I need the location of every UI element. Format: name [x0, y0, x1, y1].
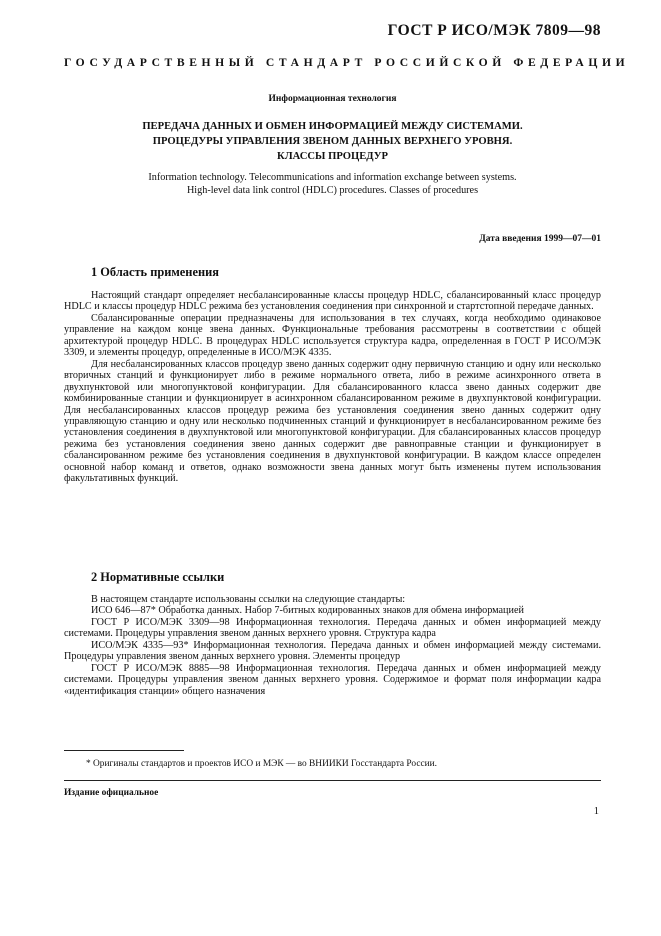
standard-code: ГОСТ Р ИСО/МЭК 7809—98 [387, 22, 601, 39]
title-line: ПРОЦЕДУРЫ УПРАВЛЕНИЯ ЗВЕНОМ ДАННЫХ ВЕРХНЕГО УРОВНЯ. [152, 136, 513, 147]
title-en-line: Information technology. Telecommunications and information exchange between systems. [148, 172, 517, 183]
state-standard-banner: ГОСУДАРСТВЕННЫЙ СТАНДАРТ РОССИЙСКОЙ ФЕДЕРАЦИИ [64, 56, 630, 69]
paragraph: В настоящем стандарте использованы ссылки на следующие стандарты: [91, 594, 406, 605]
document-title-en [64, 172, 601, 197]
introduction-date: Дата введения 1999—07—01 [479, 234, 601, 244]
footnote: * Оригиналы стандартов и проектов ИСО и МЭК — во ВНИИКИ Госстандарта России. [86, 759, 438, 769]
official-edition-label: Издание официальное [64, 788, 159, 798]
paragraph: Настоящий стандарт определяет несбалансированные классы процедур HDLC, сбалансированный класс процедур HDLC и классы процедур HDLC режима без установления соединения при синхронной и стартстопной передаче данных. [64, 290, 601, 313]
title-en-line: High-level data link control (HDLC) procedures. Classes of procedures [186, 184, 479, 196]
paragraph: Сбалансированные операции предназначены для использования в тех случаях, когда необходимо одинаковое управление на каждом конце звена данных. Функциональные требования рассмотрены в соответствии с общей архитектурой процедур HDLC. В процедурах HDLC используется структура кадра, определенная в ГОСТ Р ИСО/МЭК 3309, и элементы процедур, определенные в ИСО/МЭК 4335. [64, 312, 601, 359]
section-heading-scope: 1 Область применения [91, 265, 219, 279]
title-line: ПЕРЕДАЧА ДАННЫХ И ОБМЕН ИНФОРМАЦИЕЙ МЕЖДУ СИСТЕМАМИ. [142, 121, 523, 132]
section-references-body [64, 594, 601, 697]
footnote-divider [64, 750, 184, 751]
page-number: 1 [593, 806, 599, 817]
reference-item: ГОСТ Р ИСО/МЭК 3309—98 Информационная технология. Передача данных и обмен информацией между системами. Процедуры управления звеном данных верхнего уровня. Структура кадра [64, 616, 601, 640]
paragraph: Для несбалансированных классов процедур звено данных содержит одну первичную станцию и одну или несколько вторичных станций и функционирует либо в режиме нормального ответа, либо в режиме асинхронного ответа в двухпунктовой или многопунктовой конфигурации. Для сбалансированного класса звено данных содержит две комбинированные станции и функционирует в асинхронном сбалансированном режиме в двухпунктовой конфигурации. Для несбалансированных классов процедур режима без установления соединения звено данных содержит одну управляющую станцию и одну или несколько подчиненных станций и функционирует в несбалансированном режиме без установления соединения в двухпунктовой или многопунктовой конфигурации. Для сбалансированных классов процедур режима без установления соединения звено данных содержит две равноправные станции и функционирует в сбалансированном режиме без установления соединения в двухпунктовой конфигурации. В каждом классе определен основной набор команд и ответов, однако возможности звена данных могут быть изменены путем использования факультативных функций. [64, 358, 601, 485]
edition-divider [64, 780, 601, 781]
title-line: КЛАССЫ ПРОЦЕДУР [277, 151, 388, 162]
section-heading-references: 2 Нормативные ссылки [91, 570, 225, 584]
reference-item: ИСО 646—87* Обработка данных. Набор 7-битных кодированных знаков для обмена информацией [91, 605, 524, 617]
document-title-ru [64, 119, 601, 164]
reference-item: ИСО/МЭК 4335—93* Информационная технология. Передача данных и обмен информацией между системами. Процедуры управления звеном данных верхнего уровня. Элементы процедур [64, 639, 601, 663]
section-scope-body [64, 290, 601, 485]
reference-item: ГОСТ Р ИСО/МЭК 8885—98 Информационная технология. Передача данных и обмен информацией между системами. Процедуры управления звеном данных верхнего уровня. Содержимое и формат поля информации кадра «идентификация станции» общего назначения [64, 662, 601, 697]
subject-heading: Информационная технология [268, 94, 397, 104]
